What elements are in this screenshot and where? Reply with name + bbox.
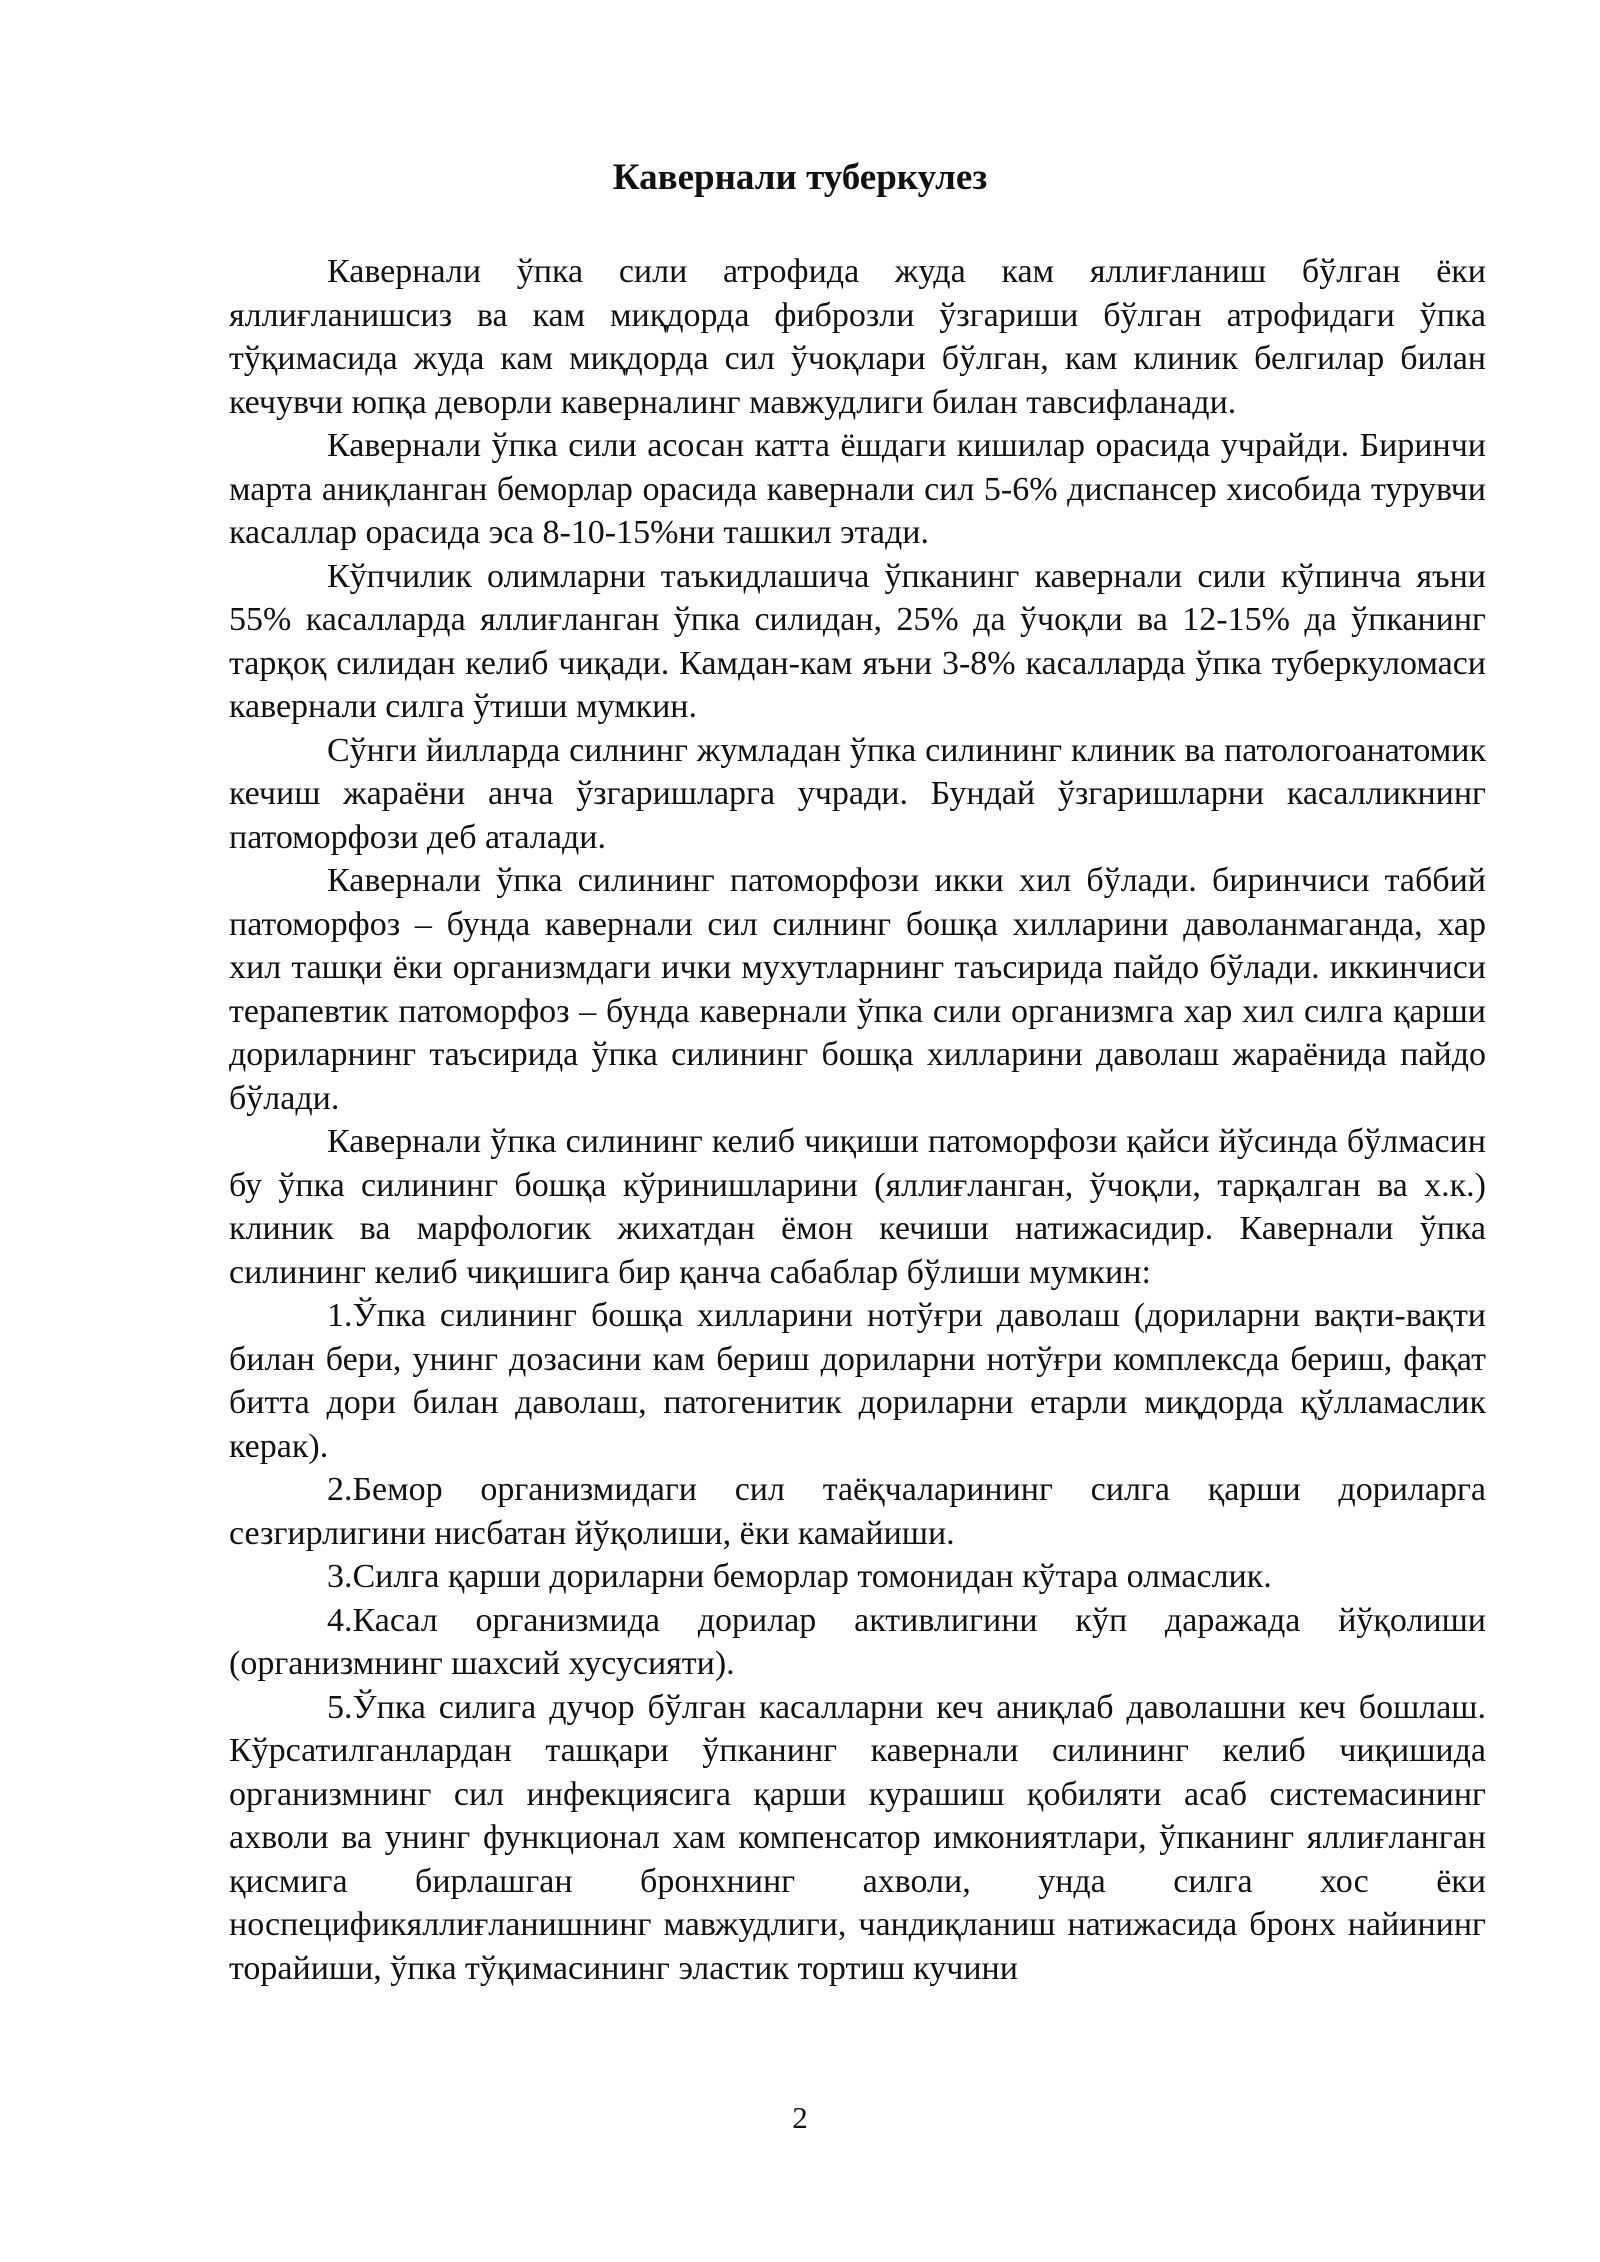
list-item-5: 5.Ўпка силига дучор бўлган касалларни кеч аниқлаб даволашни кеч бошлаш. Кўрсатилганлардан ташқари ўпканинг кавернали силининг келиб чиқишида организмнинг сил инфекциясига қарши курашиш қобиляти асаб системасининг ахволи ва унинг функционал хам компенсатор имкониятлари, ўпканинг яллиғланган қисмига бирлашган бронхнинг ахволи, унда силга хос ёки носпецификяллиғланишнинг мавжудлиги, чандиқланиш натижасида бронх найининг торайиши, ўпка тўқимасининг эластик тортиш кучини bbox=[229, 1688, 1486, 1987]
paragraph-causes: Кавернали ўпка силининг келиб чиқиши патоморфози қайси йўсинда бўлмасин бу ўпка силининг бошқа кўринишларини (яллиғланган, ўчоқли, тарқалган ва х.к.) клиник ва марфологик жихатдан ёмон кечиши натижасидир. Кавернали ўпка силининг келиб чиқишига бир қанча сабаблар бўлиши мумкин: bbox=[229, 1123, 1486, 1291]
paragraph-intro: Кавернали ўпка сили атрофида жуда кам яллиғланиш бўлган ёки яллиғланишсиз ва кам миқдорда фиброзли ўзгариши бўлган атрофидаги ўпка тўқимасида жуда кам миқдорда сил ўчоқлари бўлган, кам клиник белгилар билан кечувчи юпқа деворли каверналинг мавжудлиги билан тавсифланади. bbox=[229, 253, 1486, 421]
page-number: 2 bbox=[792, 2100, 808, 2135]
list-item-3: 3.Силга қарши дориларни беморлар томонидан кўтара олмаслик. bbox=[327, 1558, 1272, 1595]
paragraph-pathomorphosis: Кавернали ўпка силининг патоморфози икки хил бўлади. биринчиси таббий патоморфоз – бунда кавернали сил силнинг бошқа хилларини даволанмаганда, хар хил ташқи ёки организмдаги ички мухутларнинг таъсирида пайдо бўлади. иккинчиси терапевтик патоморфоз – бунда кавернали ўпка сили организмга хар хил силга қарши дориларнинг таъсирида ўпка силининг бошқа хилларини даволаш жараёнида пайдо бўлади. bbox=[229, 862, 1486, 1117]
document-body bbox=[229, 250, 1486, 1990]
list-item-4: 4.Касал организмида дорилар активлигини кўп даражада йўқолиши (организмнинг шахсий хусусияти). bbox=[229, 1601, 1486, 1682]
paragraph-origin: Кўпчилик олимларни таъкидлашича ўпканинг кавернали сили кўпинча яъни 55% касалларда яллиғланган ўпка силидан, 25% да ўчоқли ва 12-15% да ўпканинг тарқоқ силидан келиб чиқади. Камдан-кам яъни 3-8% касалларда ўпка туберкуломаси кавернали силга ўтиши мумкин. bbox=[229, 557, 1486, 725]
list-item-2: 2.Бемор организмидаги сил таёқчаларининг силга қарши дориларга сезгирлигини нисбатан йўқолиши, ёки камайиши. bbox=[229, 1471, 1486, 1552]
page-title: Кавернали туберкулез bbox=[612, 157, 988, 198]
paragraph-prevalence: Кавернали ўпка сили асосан катта ёшдаги кишилар орасида учрайди. Биринчи марта аниқланган беморлар орасида кавернали сил 5-6% диспансер хисобида турувчи касаллар орасида эса 8-10-15%ни ташкил этади. bbox=[229, 427, 1486, 551]
list-item-1: 1.Ўпка силининг бошқа хилларини нотўғри даволаш (дориларни вақти-вақти билан бери, унинг дозасини кам бериш дориларни нотўғри комплексда бериш, фақат битта дори билан даволаш, патогенитик дориларни етарли миқдорда қўлламаслик керак). bbox=[229, 1297, 1486, 1465]
paragraph-changes: Сўнги йилларда силнинг жумладан ўпка силининг клиник ва патологоанатомик кечиш жараёни анча ўзгаришларга учради. Бундай ўзгаришларни касалликнинг патоморфози деб аталади. bbox=[229, 731, 1486, 856]
